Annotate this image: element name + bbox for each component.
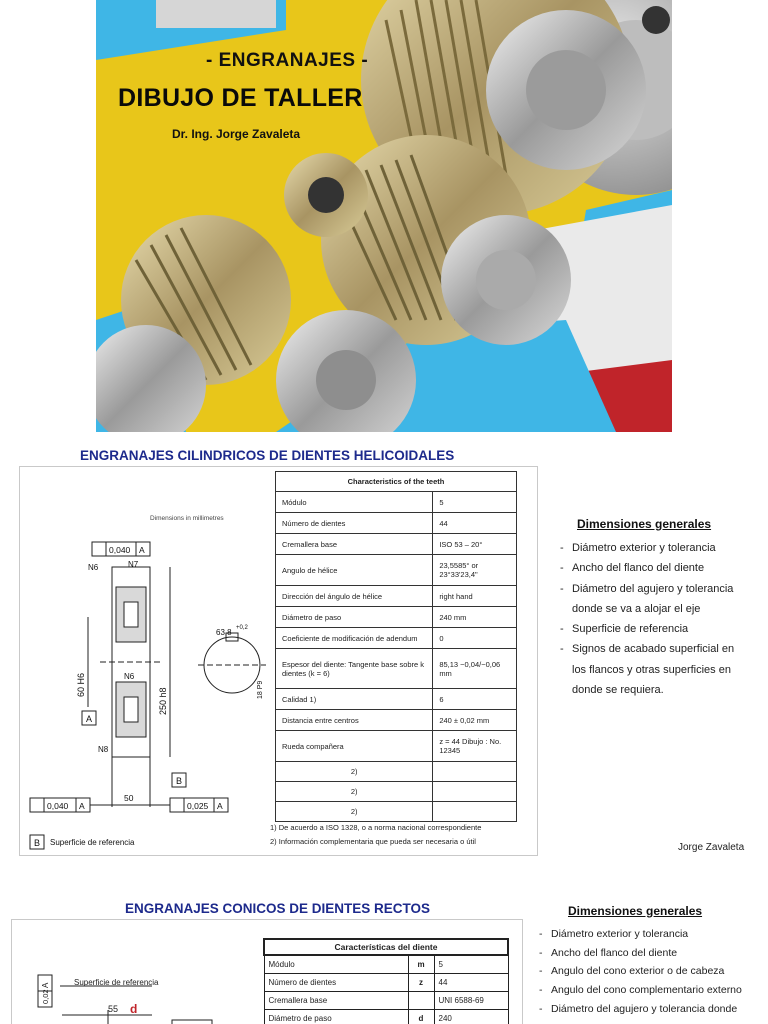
row-value [433,762,517,782]
datum-a: A [86,714,93,724]
list-item: - Diámetro exterior y tolerancia [539,928,689,940]
slide-author: Jorge Zavaleta [678,842,745,853]
roughness-n6-2: N6 [124,672,135,681]
row-label: Número de dientes [276,513,433,534]
row-label: Diámetro de paso [276,607,433,628]
bevel-teeth-table [263,938,509,1024]
tol-bottom-datum: A [79,801,85,811]
row-label: Espesor del diente: Tangente base sobre k dientes (k = 6) [276,649,433,689]
row-label: Distancia entre centros [276,710,433,731]
gear-drawing [20,467,270,855]
footnote-2: 2) Información complementaria que pueda ser necesaria o útil [270,837,476,846]
dim-55: 55 [108,1004,119,1014]
row-symbol [408,991,434,1009]
row-value: right hand [433,586,517,607]
list-item: - Angulo del cono complementario externo [539,984,742,997]
bevel-dims-title: Dimensiones generales [568,904,703,918]
outer-diameter: 250 h8 [158,687,168,715]
row-value: ISO 53 – 20° [433,534,517,555]
row-label: Dirección del ángulo de hélice [276,586,433,607]
bevel-figure [11,919,523,1024]
row-symbol: z [408,973,434,991]
datum-b: B [176,776,183,786]
row-value: 5 [433,492,517,513]
row-value: 6 [433,689,517,710]
row-label: Módulo [276,492,433,513]
teeth-characteristics-table [275,471,517,822]
row-value: 240 ± 0,02 mm [433,710,517,731]
table-header: Características del diente [264,939,508,955]
row-label: Módulo [264,955,408,973]
roughness-n8: N8 [98,745,109,754]
list-item: - Angulo del cono exterior o de cabeza [539,965,725,978]
cover-subtitle: - ENGRANAJES - [206,50,369,71]
helical-figure [19,466,538,856]
row-value: 0 [433,628,517,649]
ref-surface-label: Superficie de referencia [74,978,159,987]
table-header: Characteristics of the teeth [276,472,517,492]
row-value: 23,5585° or 23°33'23,4" [433,555,517,586]
row-label: Cremallera base [264,991,408,1009]
tol-bottom-value: 0,040 [47,801,69,811]
helical-dims-title: Dimensiones generales [577,517,712,531]
row-symbol: d [408,1009,434,1024]
list-item: - Diámetro exterior y tolerancia [560,542,716,554]
row-label: 2) [276,802,433,822]
list-item: - Diámetro del agujero y tolerancia donde se va a alojar el eje [560,582,734,615]
bevel-dims-list [539,925,764,1019]
row-value: z = 44 Dibujo : No. 12345 [433,731,517,762]
row-value: 240 [434,1009,508,1024]
row-value [433,802,517,822]
ref-surface-label: Superficie de referencia [50,838,135,847]
row-label: 2) [276,762,433,782]
row-label: Angulo de hélice [276,555,433,586]
tol-002: 0,02 [41,989,50,1004]
row-label: Diámetro de paso [264,1009,408,1024]
units-note: Dimensions in millimetres [150,515,224,522]
bore-diameter: 60 H6 [76,672,86,697]
keyway-tol: +0,2 [236,625,248,631]
dim-d: d [130,1002,138,1016]
list-item: - Superficie de referencia [560,623,689,636]
bevel-slide-title: ENGRANAJES CONICOS DE DIENTES RECTOS [125,901,431,916]
cover-image [96,0,672,432]
bevel-drawing [12,920,262,1024]
list-item: - Ancho del flanco del diente [539,946,678,959]
keyway-dim: 63,8 [216,628,232,637]
row-value: 44 [433,513,517,534]
gearbox-photo [96,0,672,432]
footnote-1: 1) De acuerdo a ISO 1328, o a norma nacional correspondiente [270,823,482,832]
list-item: - Ancho del flanco del diente [560,562,705,575]
helical-slide-title: ENGRANAJES CILINDRICOS DE DIENTES HELICOIDALES [80,448,455,463]
row-label: Número de dientes [264,973,408,991]
row-label: Rueda compañera [276,731,433,762]
row-label: 2) [276,782,433,802]
key-width: 18 P9 [257,680,264,699]
row-value: UNI 6588-69 [434,991,508,1009]
cover-author: Dr. Ing. Jorge Zavaleta [172,127,301,141]
roughness-n6: N6 [88,563,99,572]
datum-a: A [41,982,50,988]
tol-right-value: 0,025 [187,801,209,811]
tol-top-datum: A [139,545,145,555]
list-item: - Signos de acabado superficial en los flancos y otras superficies en donde se requiera. [560,643,735,697]
row-label: Coeficiente de modificación de adendum [276,628,433,649]
row-symbol: m [408,955,434,973]
ref-datum-b: B [34,838,41,848]
width-dim: 50 [124,793,134,803]
helical-dims-list [560,538,750,700]
roughness-n7: N7 [128,560,139,569]
row-value: 5 [434,955,508,973]
list-item: - Diámetro del agujero y tolerancia donde [539,1002,738,1015]
row-value: 240 mm [433,607,517,628]
row-value: 44 [434,973,508,991]
row-value: 85,13 −0,04/−0,06 mm [433,649,517,689]
tol-right-datum: A [217,801,223,811]
row-label: Cremallera base [276,534,433,555]
cover-title: DIBUJO DE TALLER [118,84,363,112]
row-value [433,782,517,802]
row-label: Calidad 1) [276,689,433,710]
tol-top-value: 0,040 [109,545,131,555]
